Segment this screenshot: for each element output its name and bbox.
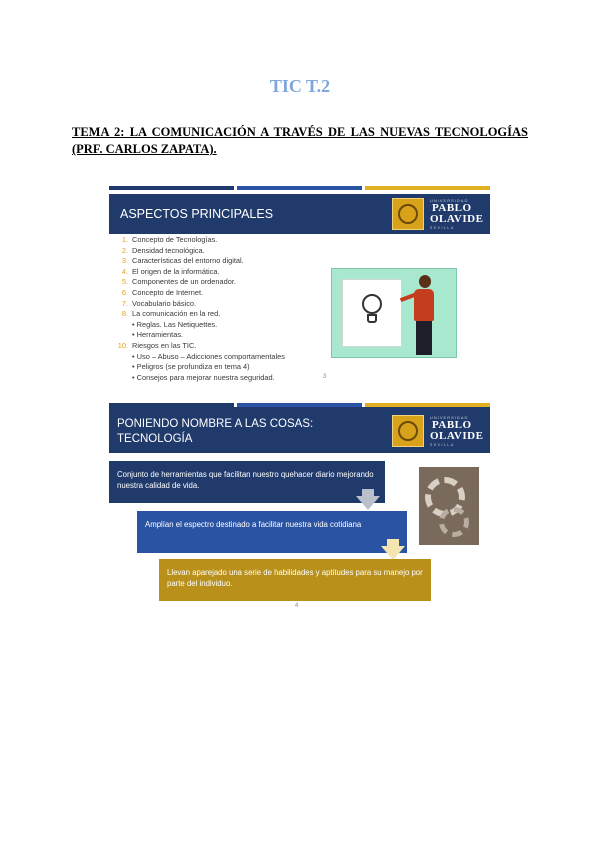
list-subitem: • Herramientas.	[117, 330, 285, 341]
list-item: 6. Concepto de Internet.	[121, 287, 204, 297]
list-subitem: • Reglas. Las Netiquettes.	[117, 320, 285, 331]
slide-title-band	[109, 194, 490, 234]
list-item: 3. Características del entorno digital.	[121, 256, 244, 266]
slide-tecnologia	[109, 403, 490, 613]
logo-line2: OLAVIDE	[430, 430, 484, 442]
list-subitem: • Uso – Abuso – Adicciones comportamentales	[117, 352, 285, 363]
topics-list	[117, 235, 285, 383]
whiteboard	[342, 279, 402, 347]
university-logo	[390, 413, 482, 449]
list-item: 5. Componentes de un ordenador.	[121, 277, 236, 287]
slide-page-number: 4	[295, 603, 299, 609]
slide-title-line2: TECNOLOGÍA	[117, 433, 193, 445]
logo-top-text: UNIVERSIDAD	[430, 198, 469, 203]
logo-top-text: UNIVERSIDAD	[430, 415, 469, 420]
list-item: 4. El origen de la informática.	[121, 266, 220, 276]
definition-box-2: Amplían el espectro destinado a facilitar nuestra vida cotidiana	[137, 511, 407, 553]
seal-icon	[392, 415, 424, 447]
document-heading: TEMA 2: LA COMUNICACIÓN A TRAVÉS DE LAS NUEVAS TECNOLOGÍAS (PRF. CARLOS ZAPATA).	[72, 125, 528, 156]
university-logo	[390, 196, 482, 232]
lightbulb-icon	[362, 294, 382, 314]
logo-line1: PABLO	[432, 419, 472, 431]
slide-top-bars	[109, 186, 490, 190]
document-title: TIC T.2	[269, 76, 331, 96]
presenter-figure	[414, 289, 434, 321]
slide-title-line1: PONIENDO NOMBRE A LAS COSAS:	[117, 418, 314, 430]
arrow-down-icon	[381, 546, 405, 560]
slide-title-band	[109, 407, 490, 453]
list-subitem: • Peligros (se profundiza en tema 4)	[117, 362, 285, 373]
list-item: 8. La comunicación en la red.	[121, 309, 221, 319]
seal-icon	[392, 198, 424, 230]
definition-box-3: Llevan aparejado una serie de habilidades y aptitudes para su manejo por parte del individuo.	[159, 559, 431, 601]
slide-page-number: 3	[323, 374, 327, 380]
logo-line1: PABLO	[432, 202, 472, 214]
list-item: 1. Concepto de Tecnologías.	[121, 235, 218, 244]
gears-image	[419, 467, 479, 545]
slide-title: ASPECTOS PRINCIPALES	[120, 207, 274, 221]
logo-line2: OLAVIDE	[430, 213, 484, 225]
logo-bottom-text: SEVILLA	[430, 226, 455, 230]
logo-bottom-text: SEVILLA	[430, 443, 455, 447]
list-subitem: • Consejos para mejorar nuestra seguridad.	[117, 373, 285, 384]
bulb-presenter-illustration	[331, 268, 457, 358]
gear-icon	[439, 507, 469, 537]
slide-title	[117, 417, 313, 447]
list-item: 10. Riesgos en las TIC.	[117, 340, 197, 350]
slide-aspectos-principales	[109, 186, 490, 398]
list-item: 2. Densidad tecnológica.	[121, 245, 205, 255]
list-item: 7. Vocabulario básico.	[121, 298, 197, 308]
definition-box-1: Conjunto de herramientas que facilitan nuestro quehacer diario mejorando nuestra calidad de vida.	[109, 461, 385, 503]
arrow-down-icon	[356, 496, 380, 510]
